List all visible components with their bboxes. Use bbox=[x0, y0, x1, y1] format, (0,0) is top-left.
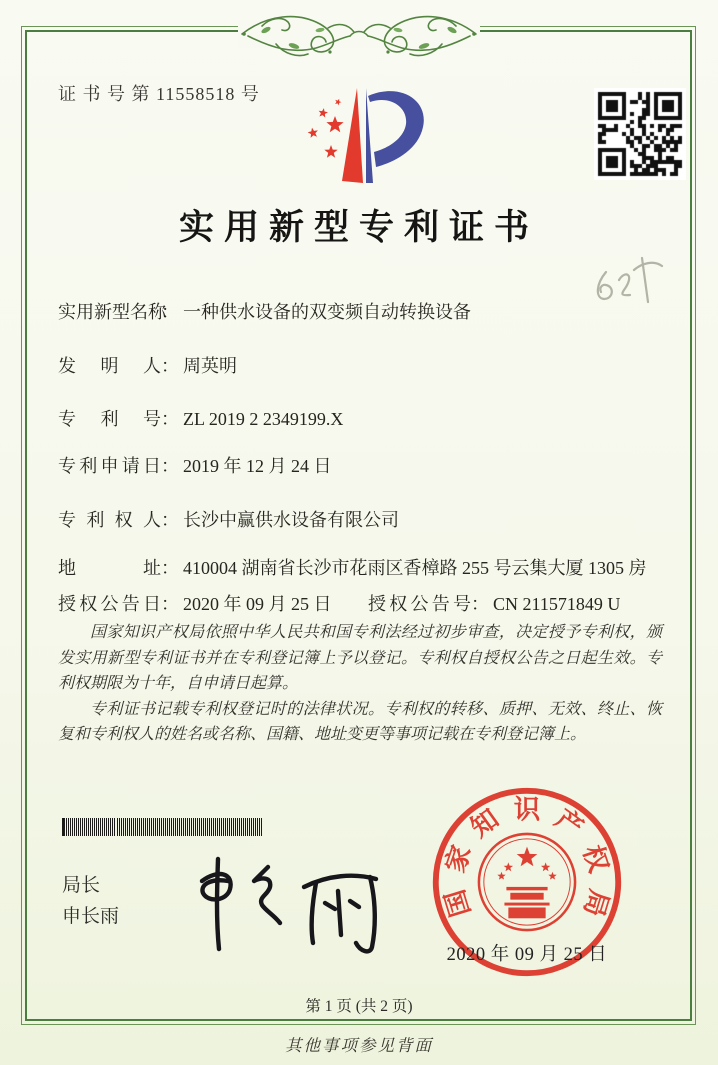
legal-paragraph-1: 国家知识产权局依照中华人民共和国专利法经过初步审查，决定授予专利权，颁发实用新型专利证书并在专利登记簿上予以登记。专利权自授权公告之日起生效。专利权期限为十年，自申请日起算。 bbox=[58, 624, 662, 692]
field-row-grant bbox=[58, 590, 698, 616]
page-number: 第 1 页 (共 2 页) bbox=[305, 998, 413, 1015]
field-label: 授权公告号 bbox=[368, 594, 471, 614]
field-label: 专利权人 bbox=[58, 510, 161, 530]
field-value: 一种供水设备的双变频自动转换设备 bbox=[183, 302, 471, 322]
field-value: CN 211571849 U bbox=[493, 594, 621, 614]
field-row-utility-model-name bbox=[58, 298, 471, 324]
field-value: 长沙中赢供水设备有限公司 bbox=[183, 510, 399, 530]
field-value: ZL 2019 2 2349199.X bbox=[183, 409, 344, 429]
commissioner-name: 申长雨 bbox=[62, 906, 120, 927]
handwritten-signature-icon bbox=[188, 845, 388, 957]
svg-text:知: 知 bbox=[465, 803, 505, 843]
colon: ： bbox=[161, 356, 179, 376]
field-value: 周英明 bbox=[183, 356, 237, 376]
dragon-scroll-ornament-icon bbox=[232, 0, 486, 72]
svg-text:局: 局 bbox=[578, 886, 615, 921]
field-label: 授权公告日 bbox=[58, 594, 161, 614]
field-label: 专利申请日 bbox=[58, 456, 161, 476]
field-label: 发明人 bbox=[58, 356, 161, 376]
commissioner-block bbox=[62, 870, 119, 932]
qr-code-icon bbox=[594, 88, 686, 180]
colon: ： bbox=[161, 409, 179, 429]
svg-text:家: 家 bbox=[439, 841, 477, 877]
commissioner-title: 局长 bbox=[62, 875, 101, 896]
cnipa-logo-icon bbox=[288, 80, 438, 198]
svg-text:产: 产 bbox=[549, 803, 589, 843]
legal-text-block bbox=[58, 620, 662, 748]
field-label: 实用新型名称 bbox=[58, 302, 166, 322]
grant-number-group bbox=[368, 590, 620, 616]
pencil-mark-icon bbox=[592, 244, 670, 316]
colon: ： bbox=[161, 510, 179, 530]
colon: ： bbox=[161, 302, 179, 322]
back-side-note: 其他事项参见背面 bbox=[285, 1036, 433, 1055]
colon: ： bbox=[161, 594, 179, 614]
barcode-icon bbox=[62, 818, 262, 836]
field-value: 2020 年 09 月 25 日 bbox=[183, 594, 332, 614]
field-label: 地址 bbox=[58, 558, 161, 578]
field-row-inventor bbox=[58, 352, 237, 378]
grant-date-group bbox=[58, 594, 332, 614]
seal-date: 2020 年 09 月 25 日 bbox=[446, 945, 608, 965]
certificate-title: 实用新型专利证书 bbox=[178, 208, 539, 247]
field-row-address bbox=[58, 554, 647, 580]
field-row-application-date bbox=[58, 452, 332, 478]
field-value: 2019 年 12 月 24 日 bbox=[183, 456, 332, 476]
field-row-patentee bbox=[58, 506, 399, 532]
svg-text:权: 权 bbox=[577, 841, 615, 877]
field-value: 410004 湖南省长沙市花雨区香樟路 255 号云集大厦 1305 房 bbox=[183, 558, 647, 578]
svg-text:识: 识 bbox=[513, 794, 541, 825]
legal-paragraph-2: 专利证书记载专利权登记时的法律状况。专利权的转移、质押、无效、终止、恢复和专利权人的姓名或名称、国籍、地址变更等事项记载在专利登记簿上。 bbox=[58, 700, 662, 743]
certificate-number: 证 书 号 第 11558518 号 bbox=[58, 84, 260, 104]
field-label: 专利号 bbox=[58, 409, 161, 429]
colon: ： bbox=[161, 558, 179, 578]
svg-text:国: 国 bbox=[439, 886, 476, 921]
colon: ： bbox=[161, 456, 179, 476]
colon: ： bbox=[471, 594, 489, 614]
field-row-patent-number bbox=[58, 405, 343, 431]
